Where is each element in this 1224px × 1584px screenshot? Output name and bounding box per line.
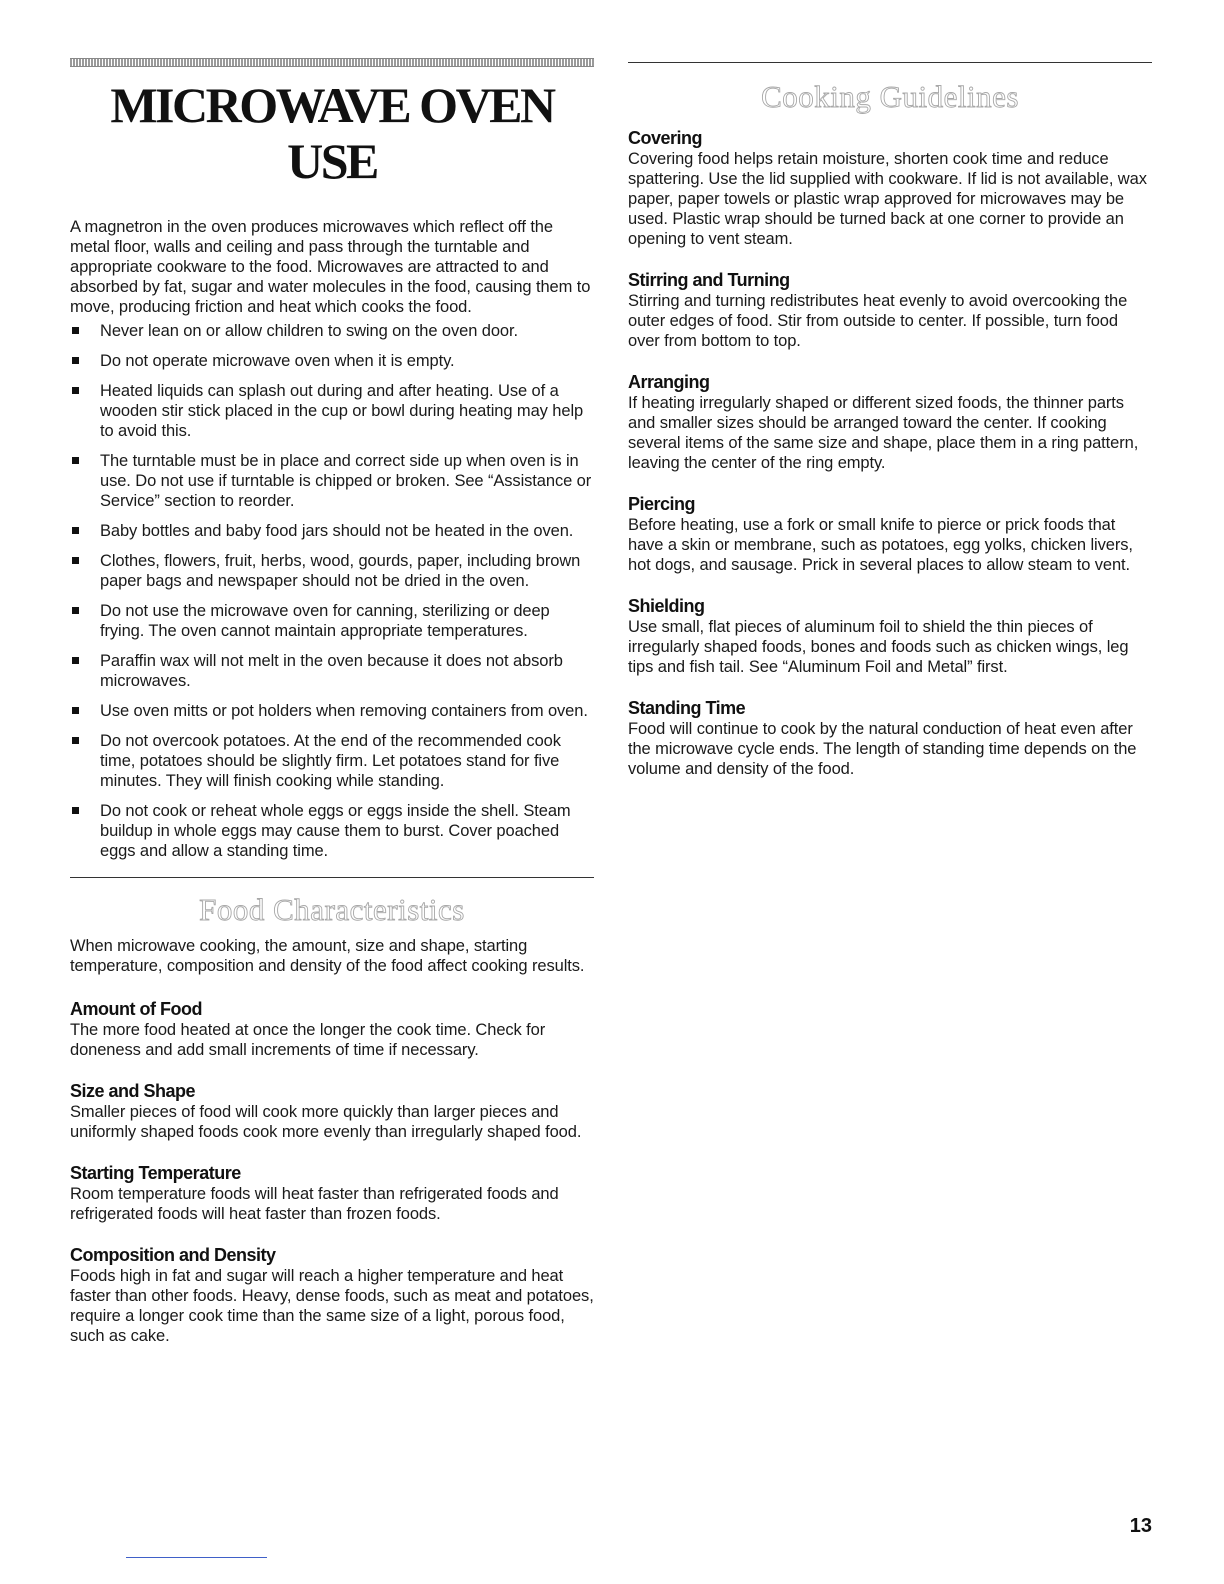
- list-item: [70, 351, 594, 371]
- shielding-section: [628, 595, 1152, 677]
- starting-temperature-section: [70, 1162, 594, 1224]
- covering-section: [628, 127, 1152, 249]
- bullet-square-icon: [72, 387, 79, 394]
- section-heading: Shielding: [628, 596, 705, 616]
- list-item: [70, 521, 594, 541]
- bullet-square-icon: [72, 457, 79, 464]
- section-divider: [628, 62, 1152, 63]
- bullet-square-icon: [72, 607, 79, 614]
- bullet-square-icon: [72, 327, 79, 334]
- section-heading: Composition and Density: [70, 1245, 276, 1265]
- bullet-text: Heated liquids can splash out during and after heating. Use of a wooden stir stick placed in the cup or bowl during heating may help to avoid this.: [100, 382, 584, 440]
- bullet-square-icon: [72, 557, 79, 564]
- section-heading: Amount of Food: [70, 999, 202, 1019]
- bullet-text: Do not overcook potatoes. At the end of the recommended cook time, potatoes should be slightly firm. Let potatoes stand for five minutes. They will finish cooking while standing.: [100, 732, 561, 790]
- bullet-square-icon: [72, 737, 79, 744]
- footer-rule: [126, 1557, 267, 1558]
- cooking-guidelines-title: Cooking Guidelines: [761, 79, 1019, 114]
- bullet-square-icon: [72, 357, 79, 364]
- section-heading: Standing Time: [628, 698, 746, 718]
- section-text: Covering food helps retain moisture, shorten cook time and reduce spattering. Use the lid supplied with cookware. If lid is not available, wax paper, paper towels or plastic wrap approved for microwaves may be used. Plastic wrap should be turned back at one corner to provide an opening to vent steam.: [628, 150, 1147, 248]
- section-text: If heating irregularly shaped or different sized foods, the thinner parts and smaller sizes should be arranged toward the center. If cooking several items of the same size and shape, place them in a ring pattern, leaving the center of the ring empty.: [628, 394, 1139, 472]
- bullet-square-icon: [72, 807, 79, 814]
- intro-paragraph: A magnetron in the oven produces microwaves which reflect off the metal floor, walls and ceiling and pass through the turntable and appropriate cookware to the food. Microwaves are attracted to and absorbed by fat, sugar and water molecules in the food, causing them to move, producing friction and heat which cooks the food.: [70, 218, 591, 316]
- amount-of-food-section: [70, 998, 594, 1060]
- section-heading: Piercing: [628, 494, 696, 514]
- composition-and-density-section: [70, 1244, 594, 1346]
- size-and-shape-section: [70, 1080, 594, 1142]
- safety-bullet-list: [70, 321, 594, 861]
- food-characteristics-intro: When microwave cooking, the amount, size and shape, starting temperature, composition and density of the food affect cooking results.: [70, 937, 585, 975]
- section-heading: Stirring and Turning: [628, 270, 790, 290]
- section-heading: Size and Shape: [70, 1081, 196, 1101]
- bullet-text: Clothes, flowers, fruit, herbs, wood, gourds, paper, including brown paper bags and newspaper should not be dried in the oven.: [100, 552, 581, 590]
- section-text: The more food heated at once the longer the cook time. Check for doneness and add small increments of time if necessary.: [70, 1021, 546, 1059]
- list-item: [70, 601, 594, 641]
- piercing-section: [628, 493, 1152, 575]
- bullet-square-icon: [72, 527, 79, 534]
- bullet-square-icon: [72, 657, 79, 664]
- section-text: Room temperature foods will heat faster than refrigerated foods and refrigerated foods will heat faster than frozen foods.: [70, 1185, 559, 1223]
- left-column: [70, 58, 594, 1346]
- section-text: Foods high in fat and sugar will reach a higher temperature and heat faster than other foods. Heavy, dense foods, such as meat and potatoes, require a longer cook time than the same size of a light, porous food, such as cake.: [70, 1267, 594, 1345]
- section-divider: [70, 877, 594, 878]
- bullet-text: Paraffin wax will not melt in the oven because it does not absorb microwaves.: [100, 652, 563, 690]
- bullet-square-icon: [72, 707, 79, 714]
- arranging-section: [628, 371, 1152, 473]
- section-heading: Covering: [628, 128, 703, 148]
- food-characteristics-title: Food Characteristics: [199, 892, 465, 927]
- section-heading: Arranging: [628, 372, 710, 392]
- page-title: MICROWAVE OVEN USE: [110, 77, 554, 189]
- section-text: Smaller pieces of food will cook more quickly than larger pieces and uniformly shaped foods cook more evenly than irregularly shaped food.: [70, 1103, 582, 1141]
- bullet-text: Do not use the microwave oven for canning, sterilizing or deep frying. The oven cannot maintain appropriate temperatures.: [100, 602, 550, 640]
- title-rule: [70, 58, 594, 67]
- list-item: [70, 321, 594, 341]
- section-text: Before heating, use a fork or small knife to pierce or prick foods that have a skin or membrane, such as potatoes, egg yolks, chicken livers, hot dogs, and sausage. Prick in several places to allow steam to vent.: [628, 516, 1133, 574]
- bullet-text: Do not operate microwave oven when it is empty.: [100, 352, 455, 370]
- list-item: [70, 551, 594, 591]
- list-item: [70, 731, 594, 791]
- section-text: Use small, flat pieces of aluminum foil to shield the thin pieces of irregularly shaped foods, bones and foods such as chicken wings, leg tips and fish tail. See “Aluminum Foil and Metal” first.: [628, 618, 1129, 676]
- stirring-and-turning-section: [628, 269, 1152, 351]
- section-heading: Starting Temperature: [70, 1163, 241, 1183]
- right-column: [628, 58, 1152, 779]
- bullet-text: Baby bottles and baby food jars should not be heated in the oven.: [100, 522, 574, 540]
- list-item: [70, 651, 594, 691]
- list-item: [70, 381, 594, 441]
- bullet-text: The turntable must be in place and correct side up when oven is in use. Do not use if turntable is chipped or broken. See “Assistance or Service” section to reorder.: [100, 452, 592, 510]
- standing-time-section: [628, 697, 1152, 779]
- list-item: [70, 801, 594, 861]
- list-item: [70, 701, 594, 721]
- page-number: 13: [1129, 1515, 1152, 1537]
- bullet-text: Use oven mitts or pot holders when removing containers from oven.: [100, 702, 588, 720]
- bullet-text: Do not cook or reheat whole eggs or eggs inside the shell. Steam buildup in whole eggs may cause them to burst. Cover poached eggs and allow a standing time.: [100, 802, 571, 860]
- section-text: Stirring and turning redistributes heat evenly to avoid overcooking the outer edges of food. Stir from outside to center. If possible, turn food over from bottom to top.: [628, 292, 1128, 350]
- bullet-text: Never lean on or allow children to swing on the oven door.: [100, 322, 518, 340]
- section-text: Food will continue to cook by the natural conduction of heat even after the microwave cycle ends. The length of standing time depends on the volume and density of the food.: [628, 720, 1137, 778]
- list-item: [70, 451, 594, 511]
